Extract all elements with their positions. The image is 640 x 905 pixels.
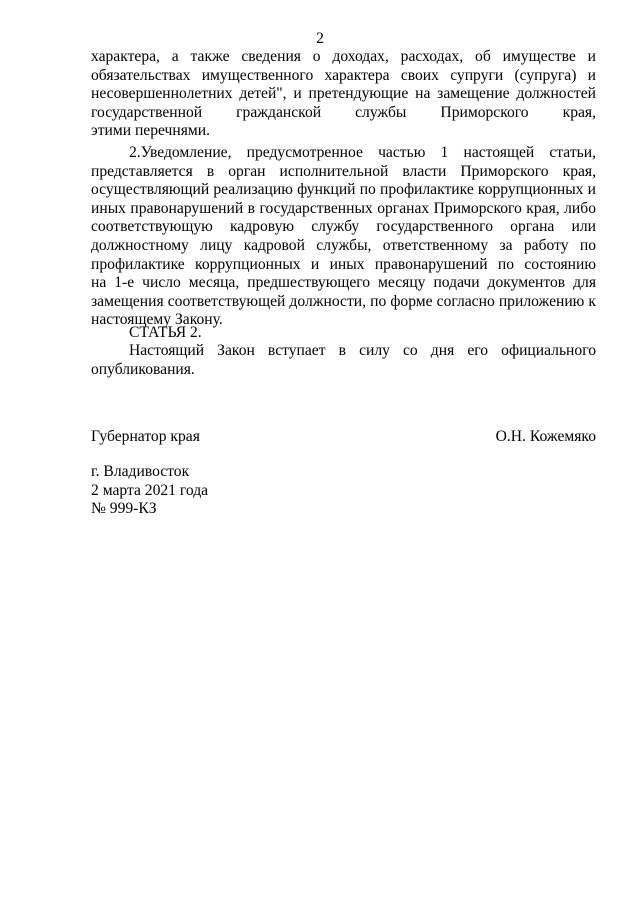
footer-city: г. Владивосток	[91, 463, 190, 480]
paragraph-line: обязательствах имущественного характера своих супруги (супруга) и	[91, 66, 596, 84]
paragraph-line: Настоящий Закон вступает в силу со дня его официального	[129, 342, 596, 359]
paragraph-line: настоящему Закону.	[91, 311, 223, 329]
footer-law-number: № 999-КЗ	[91, 500, 157, 518]
paragraph-line: профилактике коррупционных и иных правонарушений по состоянию	[91, 255, 596, 273]
paragraph-line: осуществляющий реализацию функций по профилактике коррупционных и	[91, 181, 596, 199]
paragraph-line: должностному лицу кадровой службы, ответственному за работу по	[91, 236, 596, 254]
paragraph-line: замещения соответствующей должности, по форме согласно приложению к	[91, 292, 596, 310]
signatory-title: Губернатор края	[91, 428, 200, 445]
article-heading: СТАТЬЯ 2.	[129, 324, 202, 341]
paragraph-article-2	[91, 342, 596, 379]
page-number: 2	[316, 30, 324, 47]
paragraph-line: этими перечнями.	[91, 122, 211, 140]
paragraph-line: 2.Уведомление, предусмотренное частью 1 настоящей статьи,	[129, 144, 596, 161]
paragraph-line: характера, а также сведения о доходах, расходах, об имуществе и	[91, 48, 596, 65]
paragraph-line: соответствующую кадровую службу государственного органа или	[91, 218, 596, 236]
paragraph-line: на 1-е число месяца, предшествующего месяцу подачи документов для	[91, 274, 596, 292]
document-footer	[91, 463, 208, 519]
paragraph-notification	[91, 144, 596, 330]
paragraph-line: несовершеннолетних детей", и претендующие на замещение должностей	[91, 85, 596, 103]
paragraph-line: опубликования.	[91, 360, 195, 378]
signatory-name: О.Н. Кожемяко	[495, 428, 596, 445]
paragraph-line: государственной гражданской службы Приморского края,	[91, 103, 596, 121]
paragraph-line: иных правонарушений в государственных органах Приморского края, либо	[91, 199, 596, 217]
footer-date: 2 марта 2021 года	[91, 481, 209, 499]
paragraph-continuation	[91, 48, 596, 141]
paragraph-line: представляется в орган исполнительной власти Приморского края,	[91, 162, 596, 180]
